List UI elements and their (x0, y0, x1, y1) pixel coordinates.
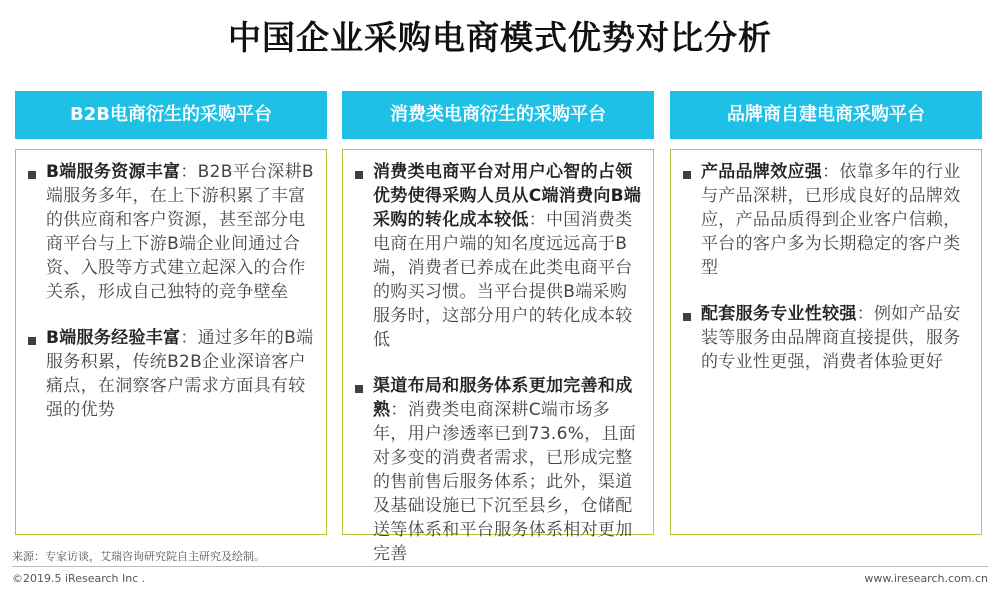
column-brand (670, 91, 982, 535)
list-item (355, 160, 643, 352)
item-text (701, 302, 971, 374)
website-link[interactable]: www.iresearch.com.cn (864, 572, 988, 585)
column-header: 消费类电商衍生的采购平台 (342, 91, 654, 139)
item-description: ：例如产品安装等服务由品牌商直接提供，服务的专业性更强，消费者体验更好 (701, 304, 961, 372)
square-bullet-icon (683, 171, 691, 179)
square-bullet-icon (355, 385, 363, 393)
list-item (683, 302, 971, 374)
column-body (15, 149, 327, 535)
copyright: ©2019.5 iResearch Inc . (12, 572, 146, 585)
footer-divider (12, 566, 988, 567)
item-text (46, 160, 316, 304)
item-heading: 产品品牌效应强 (701, 162, 823, 182)
item-text (701, 160, 971, 280)
item-description: ：通过多年的B端服务积累，传统B2B企业深谙客户痛点，在洞察客户需求方面具有较强的优势 (46, 328, 314, 420)
item-heading: B端服务资源丰富 (46, 162, 181, 182)
square-bullet-icon (28, 171, 36, 179)
square-bullet-icon (355, 171, 363, 179)
item-text (46, 326, 316, 422)
square-bullet-icon (28, 337, 36, 345)
list-item (355, 374, 643, 566)
column-b2b (15, 91, 327, 535)
list-item (683, 160, 971, 280)
page-title: 中国企业采购电商模式优势对比分析 (228, 18, 772, 57)
item-description: ：中国消费类电商在用户端的知名度远远高于B端，消费者已养成在此类电商平台的购买习惯。当平台提供B端采购服务时，这部分用户的转化成本较低 (373, 210, 633, 350)
item-heading: 消费类电商平台对用户心智的占领优势使得采购人员从C端消费向B端采购的转化成本较低 (373, 162, 642, 230)
item-description: ：依靠多年的行业与产品深耕，已形成良好的品牌效应，产品品质得到企业客户信赖，平台的客户多为长期稳定的客户类型 (701, 162, 961, 278)
list-item (28, 326, 316, 422)
item-heading: 渠道布局和服务体系更加完善和成熟 (373, 376, 633, 420)
item-text (373, 374, 643, 566)
column-header: B2B电商衍生的采购平台 (15, 91, 327, 139)
item-heading: B端服务经验丰富 (46, 328, 181, 348)
column-header: 品牌商自建电商采购平台 (670, 91, 982, 139)
column-consumer (342, 91, 654, 564)
list-item (28, 160, 316, 304)
item-heading: 配套服务专业性较强 (701, 304, 857, 324)
item-text (373, 160, 643, 352)
item-description: ：消费类电商深耕C端市场多年，用户渗透率已到73.6%，且面对多变的消费者需求，已形成完整的售前售后服务体系；此外，渠道及基础设施已下沉至县乡，仓储配送等体系和平台服务体系相对更加完善 (373, 400, 637, 564)
column-body (670, 149, 982, 535)
item-description: ：B2B平台深耕B端服务多年，在上下游积累了丰富的供应商和客户资源，甚至部分电商平台与上下游B端企业间通过合资、入股等方式建立起深入的合作关系，形成自己独特的竞争壁垒 (46, 162, 314, 302)
square-bullet-icon (683, 313, 691, 321)
source-note: 来源：专家访谈，艾瑞咨询研究院自主研究及绘制。 (12, 550, 265, 563)
column-body (342, 149, 654, 564)
